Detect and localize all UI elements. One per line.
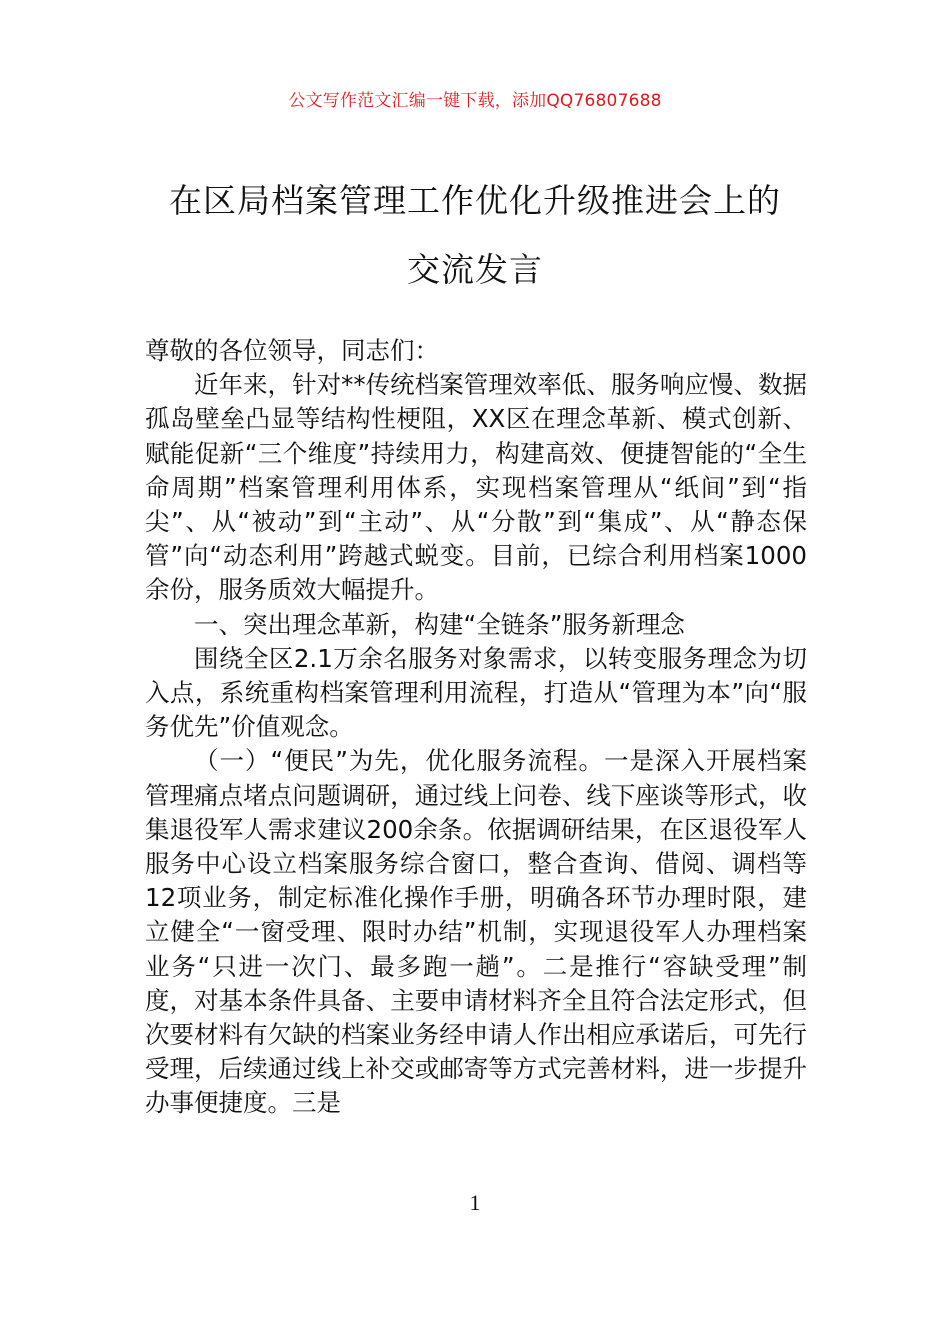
- paragraph-section-1: 围绕全区2.1万余名服务对象需求，以转变服务理念为切入点，系统重构档案管理利用流程，打造从“管理为本”向“服务优先”价值观念。: [145, 643, 807, 742]
- salutation: 尊敬的各位领导，同志们：: [145, 336, 439, 365]
- page-number: 1: [469, 1190, 481, 1215]
- document-body: [145, 334, 807, 1121]
- section-heading-1: 一、突出理念革新，构建“全链条”服务新理念: [194, 609, 685, 639]
- document-title-line-2: 交流发言: [407, 250, 543, 289]
- download-banner: 公文写作范文汇编一键下载，添加QQ76807688: [288, 91, 662, 111]
- document-title-line-1: 在区局档案管理工作优化升级推进会上的: [169, 181, 781, 220]
- paragraph-intro: 近年来，针对**传统档案管理效率低、服务响应慢、数据孤岛壁垒凸显等结构性梗阻，XX区在理念革新、模式创新、赋能促新“三个维度”持续用力，构建高效、便捷智能的“全生命周期”档案管理利用体系，实现档案管理从“纸间”到“指尖”、从“被动”到“主动”、从“分散”到“集成”、从“静态保管”向“动态利用”跨越式蜕变。目前，已综合利用档案1000余份，服务质效大幅提升。: [145, 370, 807, 605]
- paragraph-subsection-1: （一）“便民”为先，优化服务流程。一是深入开展档案管理痛点堵点问题调研，通过线上问卷、线下座谈等形式，收集退役军人需求建议200余条。依据调研结果，在区退役军人服务中心设立档案服务综合窗口，整合查询、借阅、调档等12项业务，制定标准化操作手册，明确各环节办理时限，建立健全“一窗受理、限时办结”机制，实现退役军人办理档案业务“只进一次门、最多跑一趟”。二是推行“容缺受理”制度，对基本条件具备、主要申请材料齐全且符合法定形式，但次要材料有欠缺的档案业务经申请人作出相应承诺后，可先行受理，后续通过线上补交或邮寄等方式完善材料，进一步提升办事便捷度。三是: [145, 746, 807, 1118]
